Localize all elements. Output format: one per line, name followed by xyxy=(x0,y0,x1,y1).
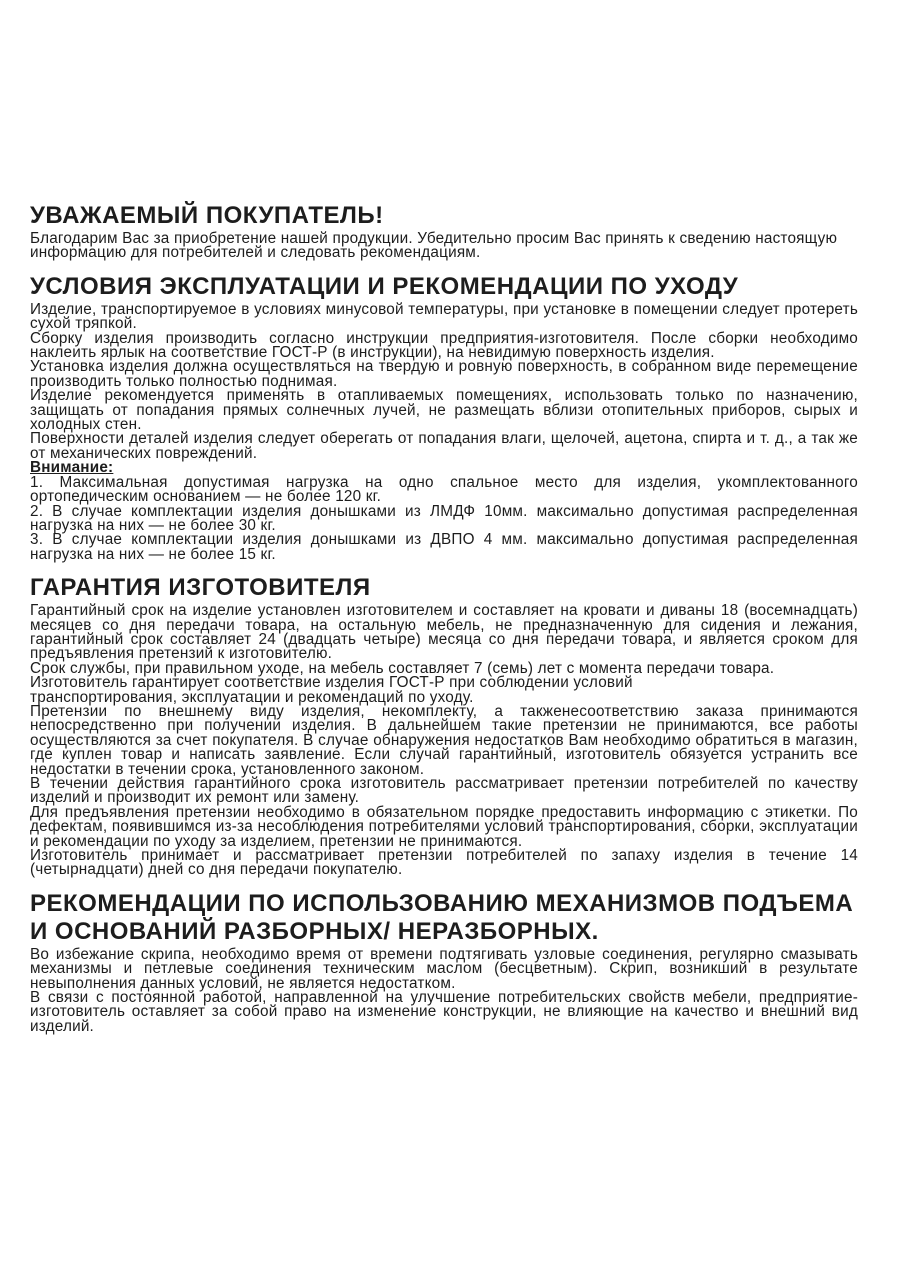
care-paragraph: Поверхности деталей изделия следует оберегать от попадания влаги, щелочей, ацетона, спирта и т. д., а так же от механических повреждений. xyxy=(30,430,858,462)
section-mechanisms xyxy=(30,890,858,1034)
attention-label: Внимание: xyxy=(30,459,114,477)
mechanisms-title: РЕКОМЕНДАЦИИ ПО ИСПОЛЬЗОВАНИЮ МЕХАНИЗМОВ ПОДЪЕМА И ОСНОВАНИЙ РАЗБОРНЫХ/ НЕРАЗБОРНЫХ. xyxy=(30,889,854,945)
attention-item: 1. Максимальная допустимая нагрузка на одно спальное место для изделия, укомплектованного ортопедическим основанием — не более 120 кг. xyxy=(30,473,858,506)
greeting-title: УВАЖАЕМЫЙ ПОКУПАТЕЛЬ! xyxy=(30,202,384,229)
mechanisms-paragraph: В связи с постоянной работой, направленной на улучшение потребительских свойств мебели, предприятие-изготовитель оставляет за собой право на изменение конструкции, не влияющие на качество и внешний вид изделий. xyxy=(30,989,858,1035)
warranty-paragraph: Изготовитель гарантирует соответствие изделия ГОСТ-Р при соблюдении условий xyxy=(30,674,633,692)
section-care-conditions xyxy=(30,273,858,562)
care-paragraph: Изделие, транспортируемое в условиях минусовой температуры, при установке в помещении следует протереть сухой тряпкой. xyxy=(30,300,858,333)
greeting-paragraph: Благодарим Вас за приобретение нашей продукции. Убедительно просим Вас принять к сведению настоящую информацию для потребителей и следовать рекомендациям. xyxy=(30,230,838,262)
warranty-title: ГАРАНТИЯ ИЗГОТОВИТЕЛЯ xyxy=(30,574,371,602)
mechanisms-paragraph: Во избежание скрипа, необходимо время от времени подтягивать узловые соединения, регулярно смазывать механизмы и петлевые соединения техническим маслом (бесцветным). Скрип, возникший в результате невыполнения данных условий, не является недостатком. xyxy=(30,945,858,992)
attention-item: 3. В случае комплектации изделия донышками из ДВПО 4 мм. максимально допустимая распределенная нагрузка на них — не более 15 кг. xyxy=(30,531,858,563)
warranty-paragraph: транспортирования, эксплуатации и рекомендаций по уходу. xyxy=(30,688,474,706)
warranty-paragraph: Претензии по внешнему виду изделия, некомплекту, а такженесоответствию заказа принимаются непосредственно при получении изделия. В дальнейшем такие претензии не принимаются, все работы осуществляются за счет покупателя. В случае обнаружения недостатков Вам необходимо обратиться в магазин, где куплен товар и написать заявление. Если случай гарантийный, изготовитель обязуется устранить все недостатки в течении срока, установленного законом. xyxy=(30,702,858,778)
section-warranty xyxy=(30,574,858,878)
warranty-paragraph: Срок службы, при правильном уходе, на мебель составляет 7 (семь) лет с момента передачи товара. xyxy=(30,659,775,677)
care-conditions-title: УСЛОВИЯ ЭКСПЛУАТАЦИИ И РЕКОМЕНДАЦИИ ПО УХОДУ xyxy=(30,272,739,300)
warranty-paragraph: Изготовитель принимает и рассматривает претензии потребителей по запаху изделия в течение 14 (четырнадцати) дней со дня передачи покупателю. xyxy=(30,847,858,879)
attention-item: 2. В случае комплектации изделия донышками из ЛМДФ 10мм. максимально допустимая распределенная нагрузка на них — не более 30 кг. xyxy=(30,502,858,534)
care-paragraph: Установка изделия должна осуществляться на твердую и ровную поверхность, в собранном виде перемещение производить только полностью поднимая. xyxy=(30,358,858,390)
warranty-paragraph: В течении действия гарантийного срока изготовитель рассматривает претензии потребителей по качеству изделий и производит их ремонт или замену. xyxy=(30,775,858,807)
section-greeting xyxy=(30,202,858,261)
care-paragraph: Изделие рекомендуется применять в отапливаемых помещениях, использовать только по назначению, защищать от попадания прямых солнечных лучей, не размещать вблизи отопительных приборов, сырых и холодных стен. xyxy=(30,387,858,434)
warranty-paragraph: Гарантийный срок на изделие установлен изготовителем и составляет на кровати и диваны 18 (восемнадцать) месяцев со дня передачи товара, на остальную мебель, не предназначенную для сидения и лежания, гарантийный срок составляет 24 (двадцать четыре) месяца со дня передачи товара, и является сроком для предъявления претензий к изготовителю. xyxy=(30,602,858,663)
warranty-paragraph: Для предъявления претензии необходимо в обязательном порядке предоставить информацию с этикетки. По дефектам, появившимся из-за несоблюдения потребителями условий транспортирования, сборки, эксплуатации и рекомендации по уходу за изделием, претензии не принимаются. xyxy=(30,803,858,850)
care-paragraph: Сборку изделия производить согласно инструкции предприятия-изготовителя. После сборки необходимо наклеить ярлык на соответствие ГОСТ-Р (в инструкции), на невидимую поверхность изделия. xyxy=(30,329,858,362)
